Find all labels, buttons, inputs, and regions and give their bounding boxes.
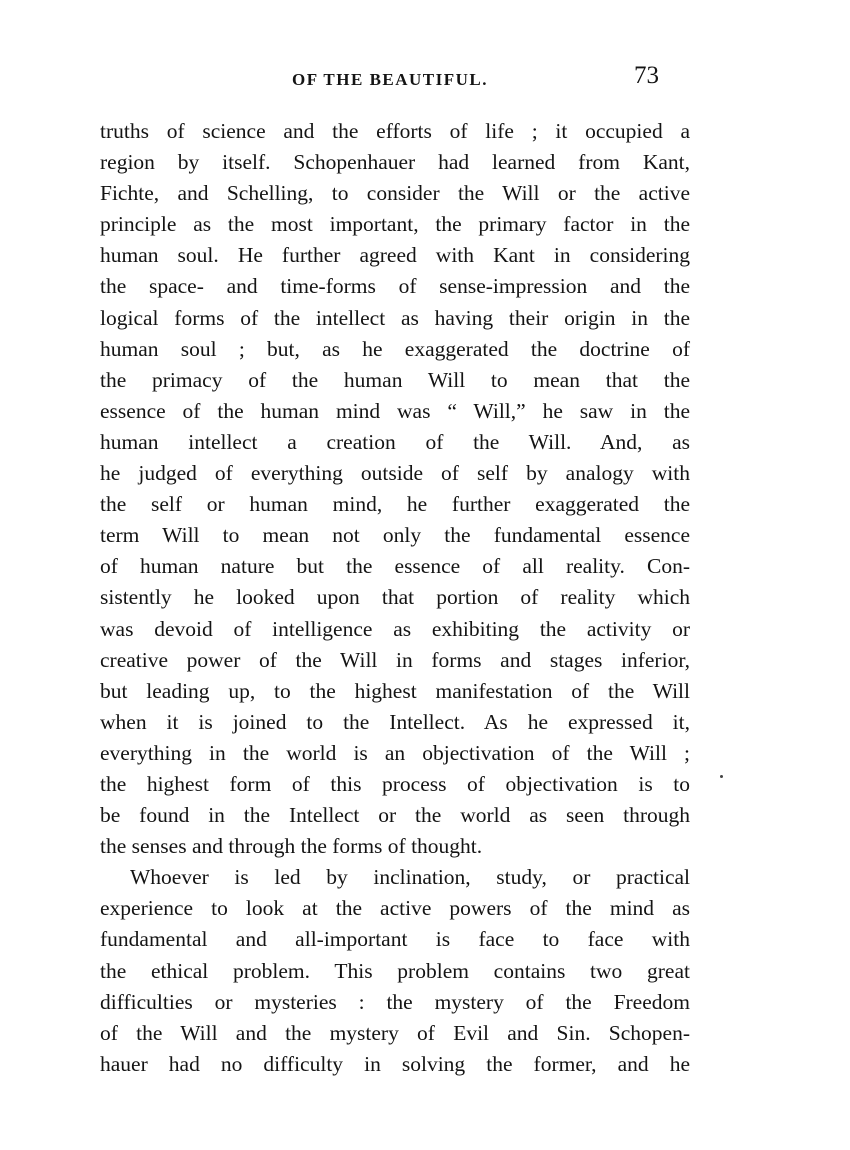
text-line: he judged of everything outside of self by analogy with [100,461,690,486]
text-line: creative power of the Will in forms and stages inferior, [100,647,690,672]
text-line: Fichte, and Schelling, to consider the Will or the active [100,181,690,206]
text-line: the primacy of the human Will to mean that the [100,367,690,392]
text-line: be found in the Intellect or the world as seen through [100,803,690,828]
text-line: essence of the human mind was “ Will,” he saw in the [100,398,690,423]
text-line: human soul. He further agreed with Kant in considering [100,243,690,268]
running-title: OF THE BEAUTIFUL. [292,70,489,89]
page-number: 73 [634,62,659,89]
paragraph-1 [100,116,690,862]
text-line: when it is joined to the Intellect. As he expressed it, [100,709,690,734]
text-line: everything in the world is an objectivation of the Will ; [100,740,690,765]
text-line: was devoid of intelligence as exhibiting the activity or [100,616,690,641]
text-line: the senses and through the forms of thought. [100,834,483,859]
paper-speck [720,775,723,778]
text-line: but leading up, to the highest manifestation of the Will [100,678,690,703]
text-line: logical forms of the intellect as having their origin in the [100,305,690,330]
text-line: the highest form of this process of objectivation is to [100,771,690,796]
text-line: sistently he looked upon that portion of reality which [100,585,690,610]
text-line: of human nature but the essence of all reality. Con- [100,554,690,579]
text-line: the space- and time-forms of sense-impression and the [100,274,690,299]
text-line: the ethical problem. This problem contains two great [100,958,690,983]
text-line: human intellect a creation of the Will. And, as [100,429,690,454]
body-text [100,116,690,1080]
text-line: the self or human mind, he further exaggerated the [100,492,690,517]
text-line: term Will to mean not only the fundamental essence [100,523,690,548]
text-line: Whoever is led by inclination, study, or practical [130,865,690,890]
text-line: region by itself. Schopenhauer had learned from Kant, [100,150,690,175]
paragraph-2 [100,862,690,1080]
text-line: hauer had no difficulty in solving the former, and he [100,1051,690,1076]
running-head [0,62,850,102]
text-line: experience to look at the active powers of the mind as [100,896,690,921]
text-line: difficulties or mysteries : the mystery of the Freedom [100,989,690,1014]
text-line: of the Will and the mystery of Evil and Sin. Schopen- [100,1020,690,1045]
text-line: human soul ; but, as he exaggerated the doctrine of [100,336,690,361]
text-line: fundamental and all-important is face to face with [100,927,690,952]
text-line: truths of science and the efforts of life ; it occupied a [100,119,690,143]
text-line: principle as the most important, the primary factor in the [100,212,690,237]
